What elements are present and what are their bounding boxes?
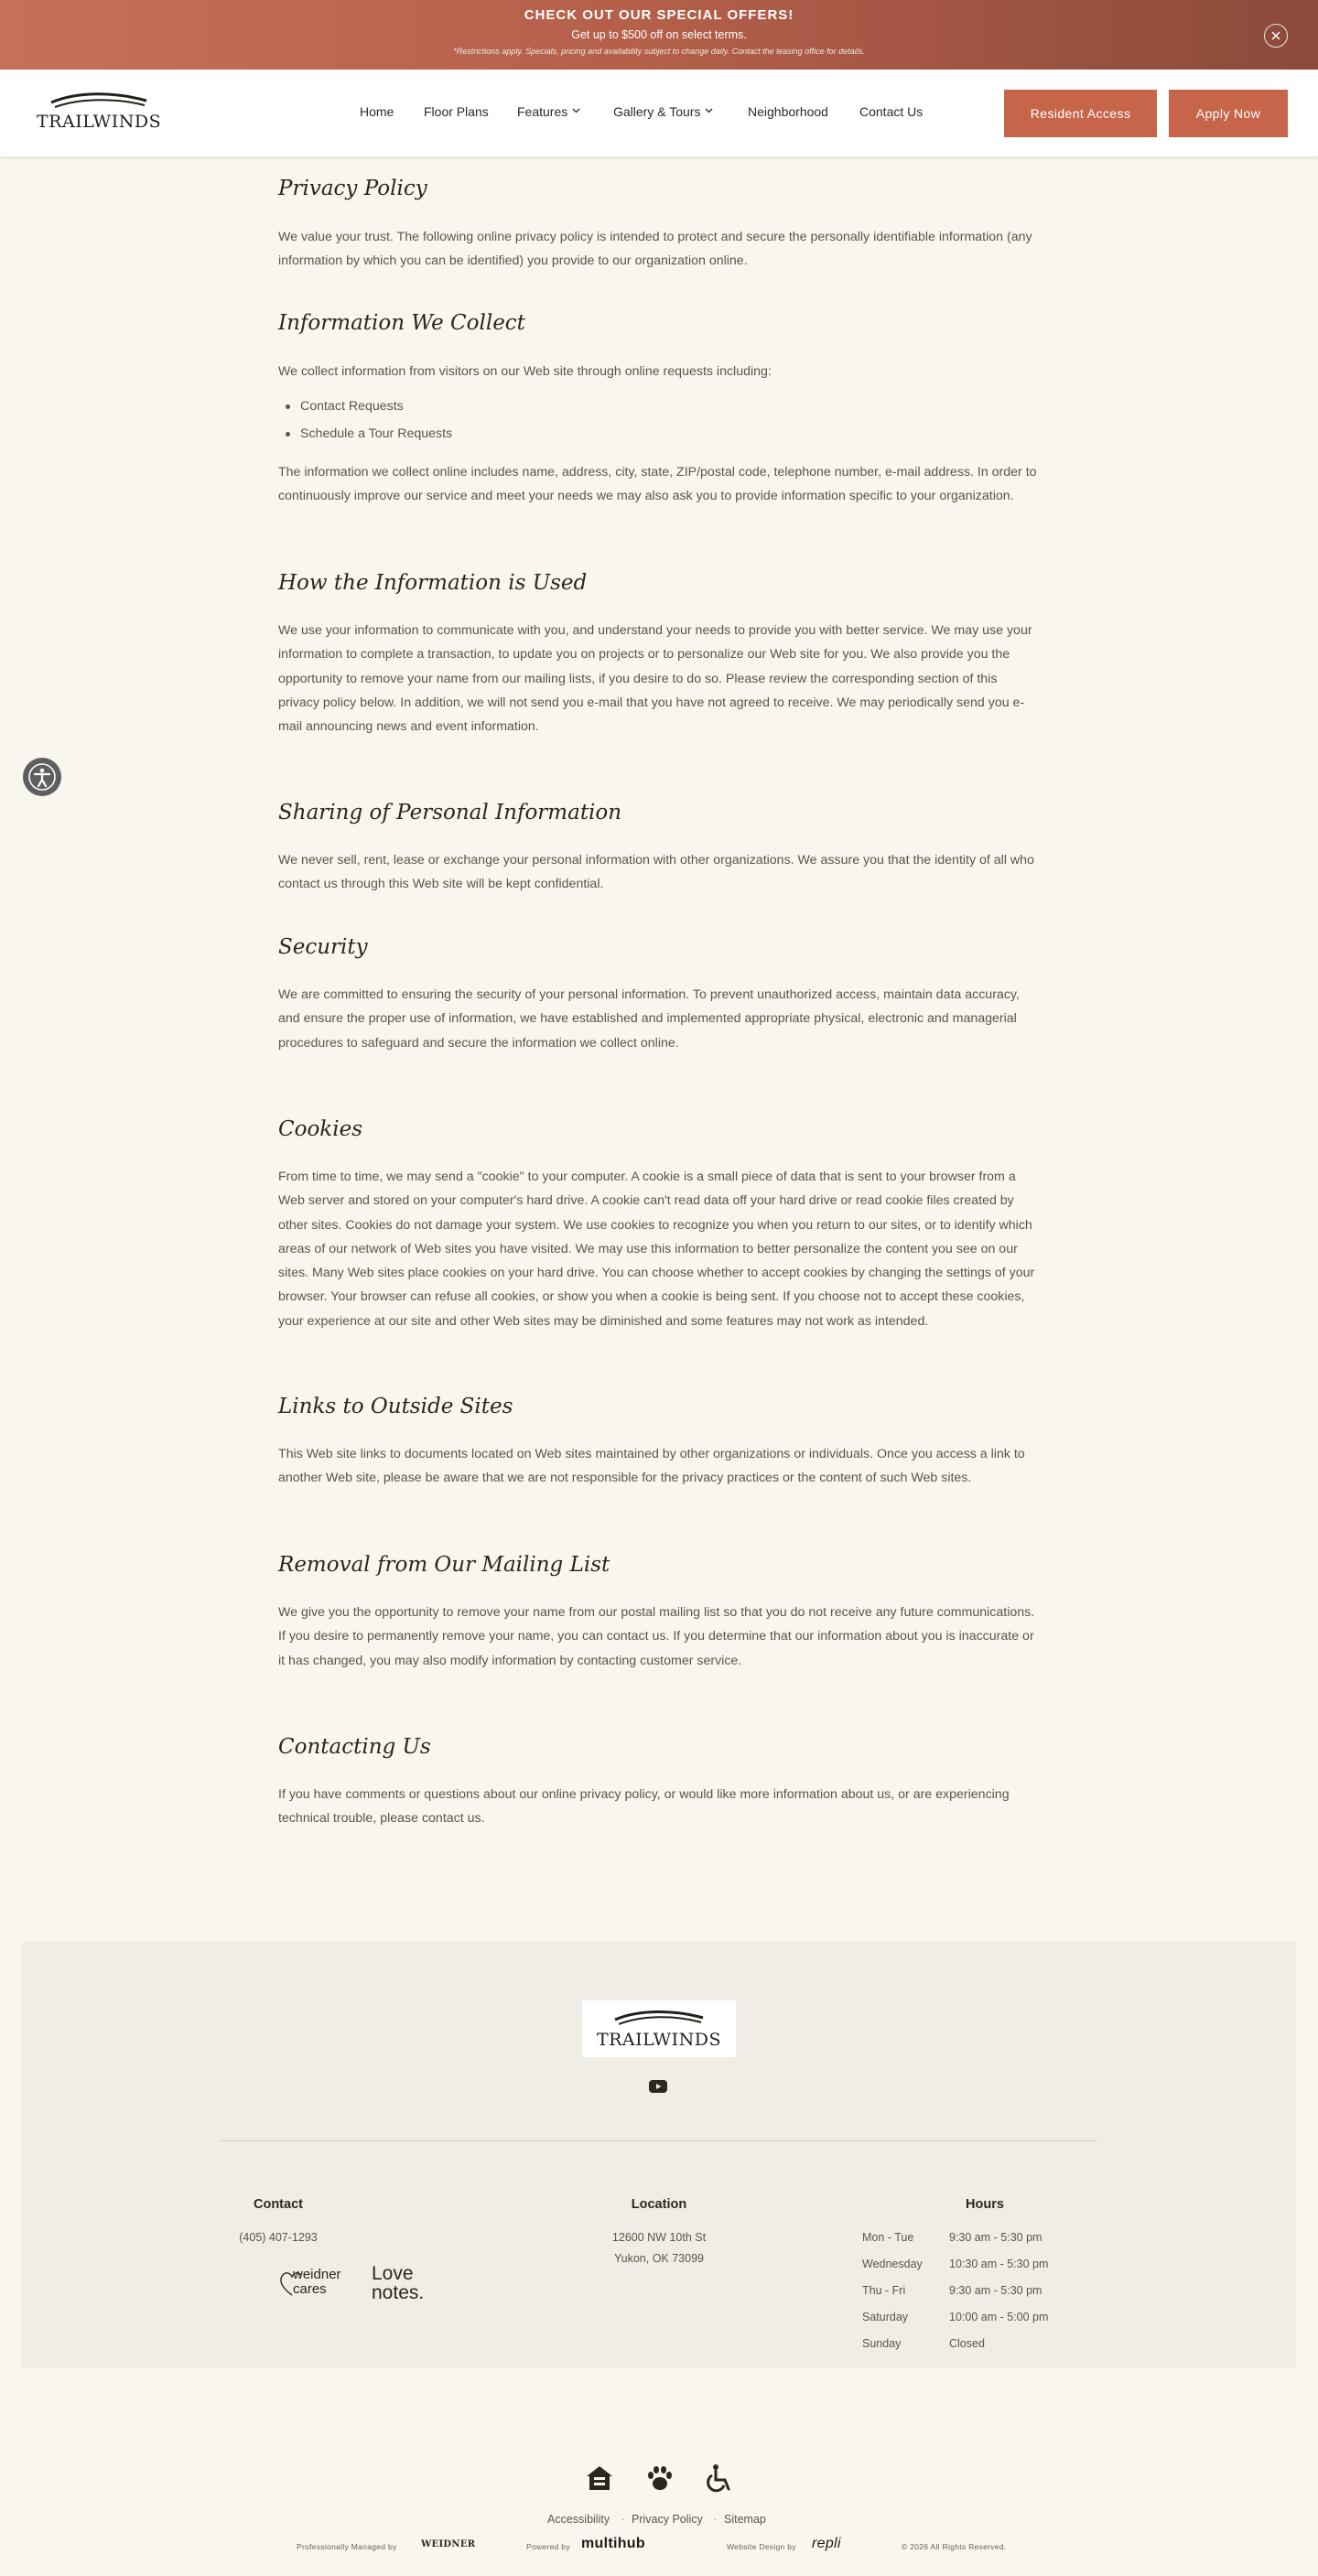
hours-time: 9:30 am - 5:30 pm <box>949 2231 1043 2244</box>
address-line-1[interactable]: 12600 NW 10th St <box>611 2231 707 2244</box>
list-item: Schedule a Tour Requests <box>278 420 1010 447</box>
copyright-text: © 2026 All Rights Reserved. <box>902 2542 1007 2551</box>
nav-floor-plans[interactable]: Floor Plans <box>424 104 489 119</box>
collect-list <box>278 393 1010 447</box>
collect-body: The information we collect online includes name, address, city, state, ZIP/postal code, telephone number, e-mail address. In order to continuously improve our service and meet your needs we may also ask you to provide information specific to your organization. <box>278 465 1037 504</box>
resident-access-button[interactable]: Resident Access <box>1004 90 1157 137</box>
hours-time: 10:30 am - 5:30 pm <box>949 2258 1049 2270</box>
promo-title[interactable]: CHECK OUT OUR SPECIAL OFFERS! <box>524 7 794 23</box>
section-title-cookies: Cookies <box>278 1117 362 1141</box>
location-heading: Location <box>631 2197 687 2212</box>
nav-features-label: Features <box>517 104 568 119</box>
weidner-cares-logo <box>278 2264 353 2304</box>
chevron-down-icon <box>572 108 580 113</box>
intro-paragraph: We value your trust. The following online privacy policy is intended to protect and secure the personally identifiable information (any information by which you can be identified) you provide to our organization online. <box>278 230 1032 269</box>
section-title-security: Security <box>278 935 368 959</box>
weidner-logo[interactable]: WEIDNER <box>421 2539 476 2549</box>
design-by-label: Website Design by <box>727 2542 796 2551</box>
section-title-contacting: Contacting Us <box>278 1735 431 1759</box>
link-separator: · <box>621 2513 626 2526</box>
hours-day: Mon - Tue <box>862 2231 914 2244</box>
sharing-body: We never sell, rent, lease or exchange your personal information with other organizations. We assure you that the identity of all who contact us through this Web site will be kept confidential. <box>278 853 1034 892</box>
page-title: Privacy Policy <box>278 177 427 200</box>
nav-gallery-tours[interactable] <box>613 104 700 119</box>
nav-features[interactable] <box>517 104 567 119</box>
removal-body: We give you the opportunity to remove your name from our postal mailing list so that you do not receive any future communications. If you desire to permanently remove your name, you can contact us. If you determine that our information about you is inaccurate or it has changed, you may also modify information by contacting customer service. <box>278 1605 1035 1668</box>
promo-subtitle: Get up to $500 off on select terms. <box>571 28 747 41</box>
equal-housing-icon <box>584 2463 615 2494</box>
link-separator: · <box>713 2513 718 2526</box>
site-logo[interactable] <box>37 90 165 135</box>
contacting-body: If you have comments or questions about our online privacy policy, or would like more information about us, or are experiencing technical trouble, please contact us. <box>278 1787 1010 1827</box>
apply-now-button[interactable]: Apply Now <box>1169 90 1288 137</box>
multihub-logo[interactable]: multihub <box>581 2536 645 2551</box>
nav-gallery-label: Gallery & Tours <box>613 104 701 119</box>
footer-divider <box>220 2140 1098 2141</box>
love-notes-logo <box>372 2264 438 2304</box>
close-icon <box>1271 31 1280 40</box>
hours-time: 9:30 am - 5:30 pm <box>949 2284 1043 2297</box>
chevron-down-icon <box>705 108 713 113</box>
footer-logo-text: TRAILWINDS <box>596 2030 722 2050</box>
wind-swoosh-icon <box>613 2008 705 2028</box>
section-title-sharing: Sharing of Personal Information <box>278 801 622 825</box>
wind-swoosh-icon <box>49 90 148 112</box>
links-body: This Web site links to documents located on Web sites maintained by other organizations or individuals. Once you access a link to another Web site, please be aware that we are not responsible for the privacy practices or the content of such Web sites. <box>278 1447 1025 1486</box>
hours-day: Sunday <box>862 2337 902 2350</box>
security-body: We are committed to ensuring the security of your personal information. To prevent unauthorized access, maintain data accuracy, and ensure the proper use of information, we have established and implemented appropriate physical, electronic and managerial procedures to safeguard and secure the information we collect online. <box>278 987 1020 1051</box>
weidner-logo-text: weidner cares <box>293 2267 341 2297</box>
nav-contact-us[interactable]: Contact Us <box>859 104 924 119</box>
nav-neighborhood[interactable]: Neighborhood <box>748 104 828 119</box>
section-title-used: How the Information is Used <box>278 571 588 595</box>
promo-banner <box>0 0 1318 70</box>
footer-logo[interactable] <box>582 2000 736 2057</box>
sitemap-link[interactable]: Sitemap <box>724 2513 766 2526</box>
hours-day: Saturday <box>862 2311 909 2323</box>
used-body: We use your information to communicate with you, and understand your needs to provide you with better service. We may use your information to complete a transaction, to update you on projects or to personalize our Web site for you. We also provide you the opportunity to remove your name from our mailing lists, if you desire to do so. Please review the corresponding section of this privacy policy below. In addition, we will not send you e-mail that you have not agreed to receive. We may periodically send you e-mail announcing news and event information. <box>278 623 1032 735</box>
love-notes-logo-text: Love notes. <box>372 2263 425 2303</box>
cookies-body: From time to time, we may send a "cookie" to your computer. A cookie is a small piece of data that is sent to your browser from a Web server and stored on your computer's hard drive. A cookie can't read data off your hard drive or read cookie files created by other sites. Cookies do not damage your system. We use cookies to recognize you when you return to our sites, or to identify which areas of our network of Web sites you have visited. We may use this information to better personalize the content you see on our sites. Many Web sites place cookies on your hard drive. You can choose whether to accept cookies by changing the settings of your browser. Your browser can refuse all cookies, or show you when a cookie is being sent. If you choose not to accept these cookies, your experience at our site and other Web sites may be diminished and some features may not work as intended. <box>278 1169 1035 1329</box>
managed-by-label: Professionally Managed by <box>297 2542 397 2551</box>
accessibility-button[interactable] <box>23 758 61 796</box>
promo-note: *Restrictions apply. Specials, pricing and availability subject to change daily. Contact the leasing office for details. <box>453 47 865 56</box>
close-button[interactable] <box>1264 24 1288 48</box>
hours-day: Thu - Fri <box>862 2284 906 2297</box>
nav-home[interactable]: Home <box>360 104 394 119</box>
section-title-links: Links to Outside Sites <box>278 1395 513 1418</box>
youtube-icon[interactable] <box>649 2080 667 2093</box>
site-footer <box>22 1942 1296 2368</box>
list-item: Contact Requests <box>278 393 1010 420</box>
address-line-2[interactable]: Yukon, OK 73099 <box>614 2252 704 2265</box>
accessibility-link[interactable]: Accessibility <box>547 2513 610 2526</box>
powered-by-label: Powered by <box>526 2542 570 2551</box>
site-header <box>0 70 1318 157</box>
hours-day: Wednesday <box>862 2258 923 2270</box>
privacy-policy-link[interactable]: Privacy Policy <box>632 2513 703 2526</box>
section-title-collect: Information We Collect <box>278 311 525 335</box>
accessibility-icon <box>27 762 57 792</box>
hours-time: Closed <box>949 2337 985 2350</box>
logo-text: TRAILWINDS <box>37 112 162 132</box>
collect-intro: We collect information from visitors on our Web site through online requests including: <box>278 364 772 379</box>
repli-logo[interactable]: repli <box>812 2536 841 2551</box>
wheelchair-icon <box>704 2463 735 2494</box>
contact-phone[interactable]: (405) 407-1293 <box>239 2231 318 2244</box>
pet-friendly-icon <box>644 2463 675 2494</box>
hours-heading: Hours <box>966 2197 1004 2212</box>
hours-time: 10:00 am - 5:00 pm <box>949 2311 1049 2323</box>
section-title-removal: Removal from Our Mailing List <box>278 1553 610 1577</box>
contact-heading: Contact <box>254 2197 303 2212</box>
